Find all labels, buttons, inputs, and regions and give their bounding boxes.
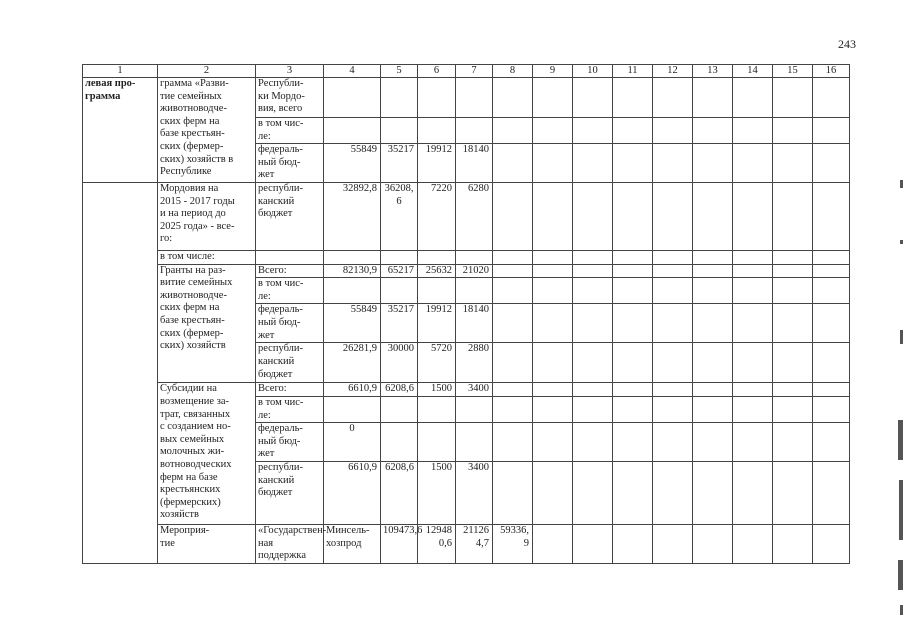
scan-edge-noise [895,180,905,620]
table-cell: 55849 [324,144,381,183]
table-cell: 36208, 6 [381,182,418,250]
column-header: 15 [773,65,813,78]
column-header: 16 [813,65,850,78]
table-cell: республи- канский бюджет [256,343,324,383]
table-cell: 6610,9 [324,383,381,397]
table-cell: 2880 [456,343,493,383]
table-cell: в том чис- ле: [256,118,324,144]
column-header: 5 [381,65,418,78]
table-cell: Минсель- хозпрод [324,525,381,564]
column-number-row [83,65,850,78]
table-cell: федераль- ный бюд- жет [256,423,324,462]
table-cell: 18140 [456,144,493,183]
table-cell: 109473,6 [381,525,418,564]
column-header: 11 [613,65,653,78]
table-cell: федераль- ный бюд- жет [256,144,324,183]
table-cell: в том числе: [158,250,256,264]
table-cell: 65217 [381,264,418,278]
column-header: 1 [83,65,158,78]
table-cell: республи- канский бюджет [256,462,324,525]
table-row [83,182,850,250]
table-row [83,383,850,397]
column-header: 6 [418,65,456,78]
table-cell: 5720 [418,343,456,383]
table-cell: 25632 [418,264,456,278]
table-cell: 3400 [456,383,493,397]
table-cell: левая про- грамма [83,78,158,183]
table-cell: 6610,9 [324,462,381,525]
table-cell: республи- канский бюджет [256,182,324,250]
column-header: 4 [324,65,381,78]
table-cell: 82130,9 [324,264,381,278]
column-header: 7 [456,65,493,78]
table-cell: 18140 [456,304,493,343]
table-cell: 26281,9 [324,343,381,383]
column-header: 3 [256,65,324,78]
table-row [83,250,850,264]
table-row [83,525,850,564]
table-cell: Всего: [256,264,324,278]
table-cell: 7220 [418,182,456,250]
budget-table [82,64,850,564]
table-cell: 1500 [418,383,456,397]
table-cell: «Государствен- ная поддержка [256,525,324,564]
table-cell: 6280 [456,182,493,250]
column-header: 10 [573,65,613,78]
column-header: 12 [653,65,693,78]
column-header: 2 [158,65,256,78]
table-cell: 6208,6 [381,383,418,397]
table-cell: 12948 0,6 [418,525,456,564]
table-cell: в том чис- ле: [256,396,324,422]
table-cell: 55849 [324,304,381,343]
column-header: 8 [493,65,533,78]
table-cell: 59336, 9 [493,525,533,564]
table-cell: 21020 [456,264,493,278]
table-cell: 6208,6 [381,462,418,525]
table-cell: грамма «Разви- тие семейных животноводче- ских ферм на базе крестьян- ских (фермер- ских) хозяйств в Республике [158,78,256,183]
table-row [83,264,850,278]
table-cell: 21126 4,7 [456,525,493,564]
table-cell: Республи- ки Мордо- вия, всего [256,78,324,118]
table-cell: федераль- ный бюд- жет [256,304,324,343]
table-cell: Всего: [256,383,324,397]
column-header: 13 [693,65,733,78]
table-cell: 32892,8 [324,182,381,250]
table-cell [83,182,158,563]
table-cell: Субсидии на возмещение за- трат, связанных с созданием но- вых семейных молочных жи- вотноводческих ферм на базе крестьянских (фермерских) хозяйств [158,383,256,525]
table-cell: Гранты на раз- витие семейных животноводче- ских ферм на базе крестьян- ских (фермер- ских) хозяйств [158,264,256,383]
table-cell: Мероприя- тие [158,525,256,564]
column-header: 9 [533,65,573,78]
table-row [83,78,850,118]
table-cell: 35217 [381,304,418,343]
table-cell: 19912 [418,144,456,183]
table-cell: 35217 [381,144,418,183]
table-cell: в том чис- ле: [256,278,324,304]
page-number: 243 [838,37,856,51]
table-cell: 1500 [418,462,456,525]
table-cell: 30000 [381,343,418,383]
table-cell: 0 [324,423,381,462]
table-cell: Мордовия на 2015 - 2017 годы и на период до 2025 года» - все- го: [158,182,256,250]
table-cell: 19912 [418,304,456,343]
column-header: 14 [733,65,773,78]
table-cell: 3400 [456,462,493,525]
